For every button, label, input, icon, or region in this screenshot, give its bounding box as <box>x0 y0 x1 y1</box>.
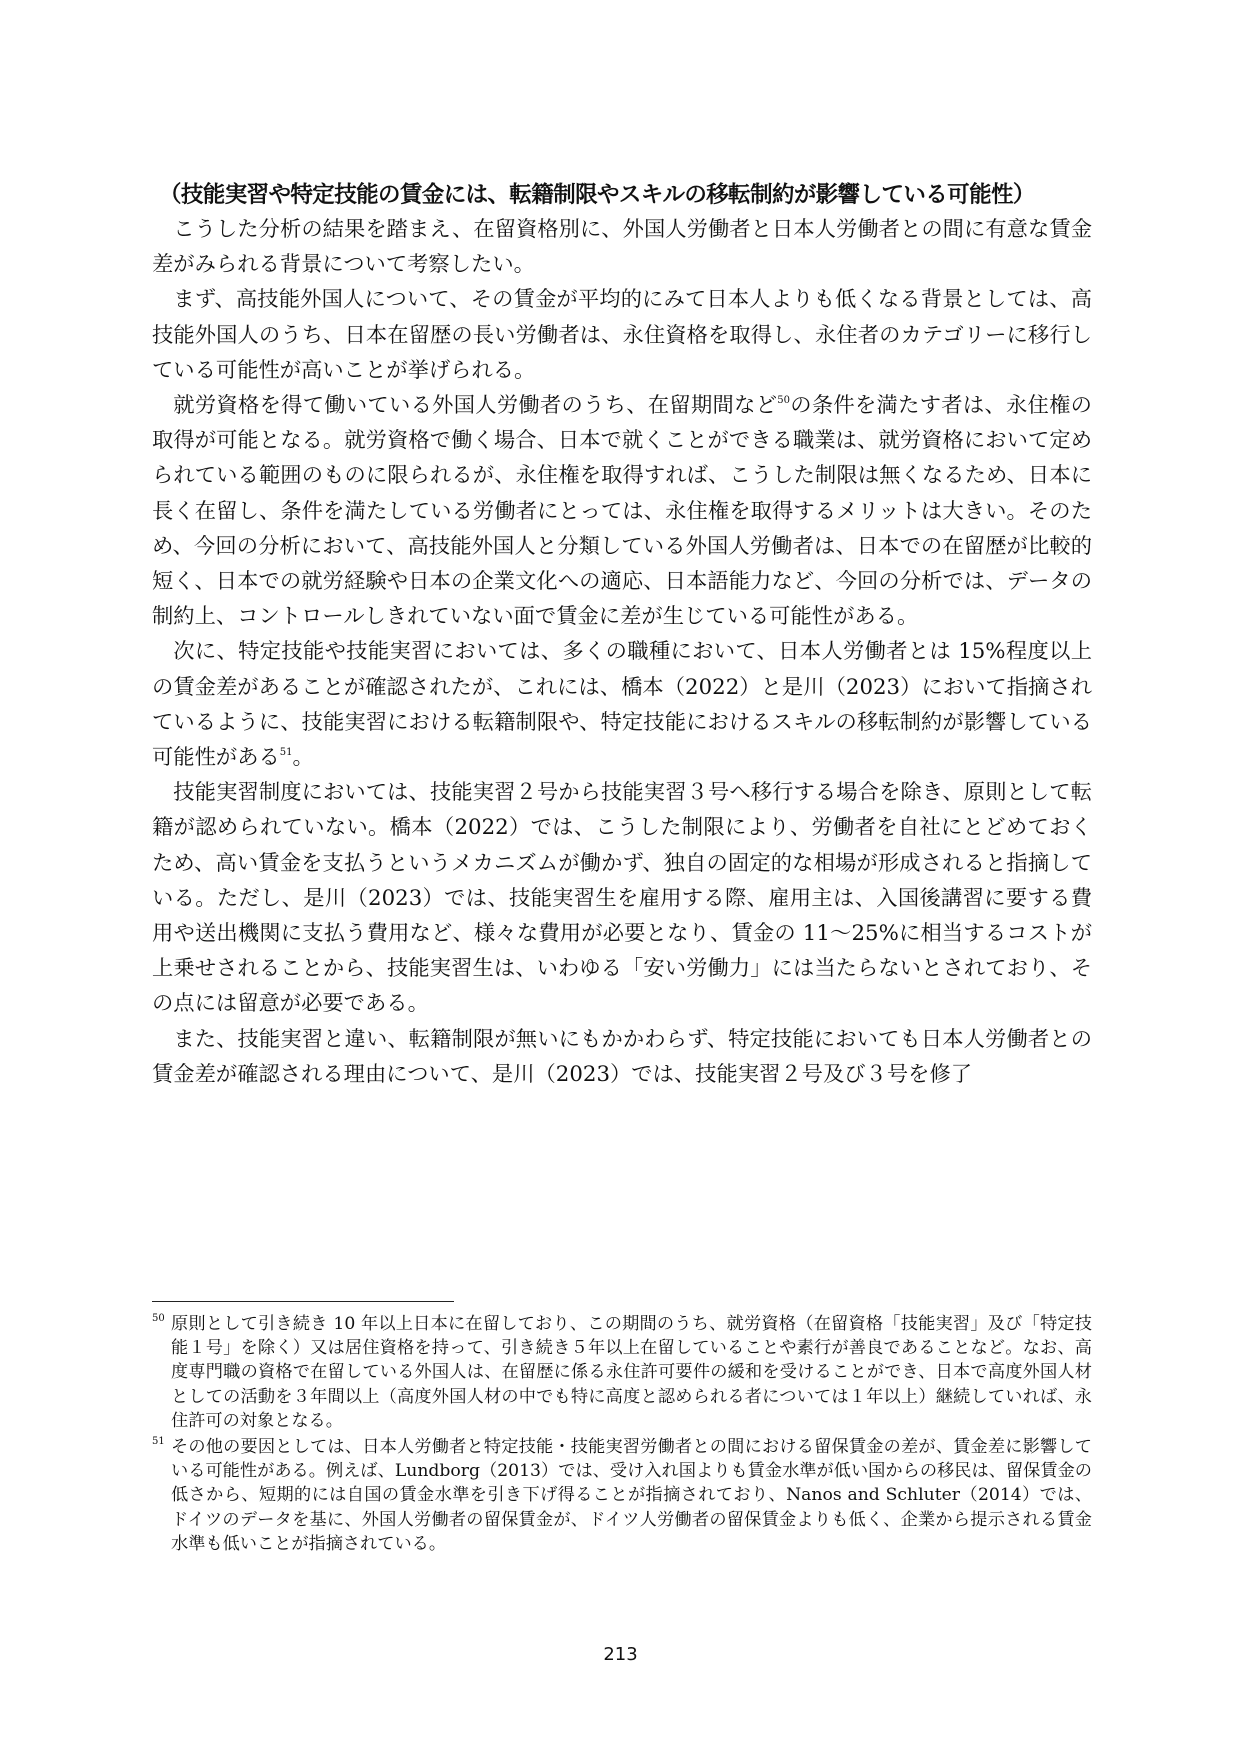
paragraph-text: 次に、特定技能や技能実習においては、多くの職種において、日本人労働者とは 15%程度以上の賃金差があることが確認されたが、これには、橋本（2022）と是川（2023）において指摘されているように、技能実習における転籍制限や、特定技能におけるスキルの移転制約が影響している可能性がある <box>152 639 1092 771</box>
footnote-reference-50[interactable]: 50 <box>777 395 790 407</box>
footnotes <box>152 1312 1092 1558</box>
paragraph <box>152 634 1092 775</box>
paragraph: まず、高技能外国人について、その賃金が平均的にみて日本人よりも低くなる背景としては、高技能外国人のうち、日本在留歴の長い労働者は、永住資格を取得し、永住者のカテゴリーに移行している可能性が高いことが挙げられる。 <box>152 287 1092 383</box>
page-number: 213 <box>603 1644 638 1665</box>
footnote-51 <box>152 1435 1092 1556</box>
main-text <box>152 178 1092 1092</box>
paragraph-text: 就労資格を得て働いている外国人労働者のうち、在留期間など <box>173 393 778 419</box>
footnote-text: その他の要因としては、日本人労働者と特定技能・技能実習労働者との間における留保賃金の差が、賃金差に影響している可能性がある。例えば、Lundborg（2013）では、受け入れ国よりも賃金水準が低い国からの移民は、留保賃金の低さから、短期的には自国の賃金水準を引き下げ得ることが指摘されており、Nanos and Schluter（2014）では、ドイツのデータを基に、外国人労働者の留保賃金が、ドイツ人労働者の留保賃金よりも低く、企業から提示される賃金水準も低いことが指摘されている。 <box>171 1437 1092 1554</box>
section-heading: （技能実習や特定技能の賃金には、転籍制限やスキルの移転制約が影響している可能性） <box>159 182 1035 208</box>
footnote-text: 原則として引き続き 10 年以上日本に在留しており、この期間のうち、就労資格（在留資格「技能実習」及び「特定技能１号」を除く）又は居住資格を持って、引き続き５年以上在留していることや素行が善良であることなど。なお、高度専門職の資格で在留している外国人は、在留歴に係る永住許可要件の緩和を受けることができ、日本で高度外国人材としての活動を３年間以上（高度外国人材の中でも特に高度と認められる者については１年以上）継続していれば、永住許可の対象となる。 <box>171 1314 1092 1431</box>
paragraph: こうした分析の結果を踏まえ、在留資格別に、外国人労働者と日本人労働者との間に有意な賃金差がみられる背景について考察したい。 <box>152 217 1092 278</box>
footnote-50 <box>152 1312 1092 1433</box>
footnote-mark: 51 <box>152 1436 165 1448</box>
footnote-mark: 50 <box>152 1313 165 1324</box>
paragraph-text: 。 <box>292 745 314 771</box>
footnote-reference-51[interactable]: 51 <box>279 747 293 759</box>
paragraph: 技能実習制度においては、技能実習２号から技能実習３号へ移行する場合を除き、原則として転籍が認められていない。橋本（2022）では、こうした制限により、労働者を自社にとどめておくため、高い賃金を支払うというメカニズムが働かず、独自の固定的な相場が形成されると指摘している。ただし、是川（2023）では、技能実習生を雇用する際、雇用主は、入国後講習に要する費用や送出機関に支払う費用など、様々な費用が必要となり、賃金の 11～25%に相当するコストが上乗せされることから、技能実習生は、いわゆる「安い労働力」には当たらないとされており、その点には留意が必要である。 <box>152 780 1092 1017</box>
paragraph: また、技能実習と違い、転籍制限が無いにもかかわらず、特定技能においても日本人労働者との賃金差が確認される理由について、是川（2023）では、技能実習２号及び３号を修了 <box>152 1026 1092 1087</box>
footnote-divider <box>152 1301 454 1302</box>
paragraph <box>152 388 1092 634</box>
paragraph-text: の条件を満たす者は、永住権の取得が可能となる。就労資格で働く場合、日本で就くことができる職業は、就労資格において定められている範囲のものに限られるが、永住権を取得すれば、こうした制限は無くなるため、日本に長く在留し、条件を満たしている労働者にとっては、永住権を取得するメリットは大きい。そのため、今回の分析において、高技能外国人と分類している外国人労働者は、日本での在留歴が比較的短く、日本での就労経験や日本の企業文化への適応、日本語能力など、今回の分析では、データの制約上、コントロールしきれていない面で賃金に差が生じている可能性がある。 <box>152 393 1092 630</box>
